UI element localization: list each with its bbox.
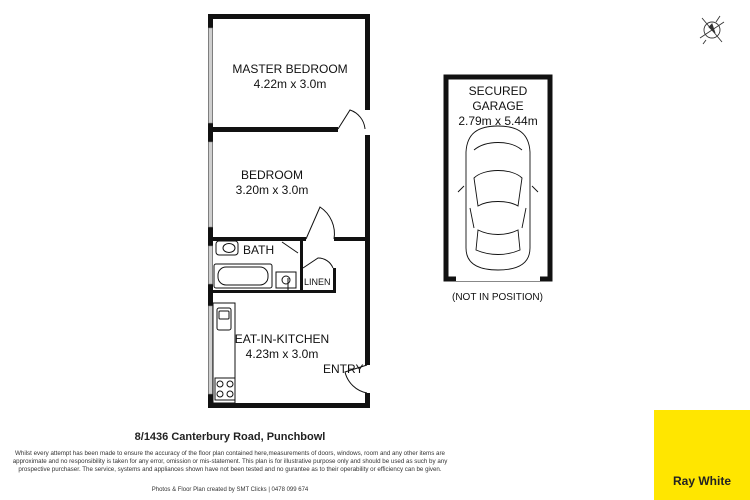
master-bedroom-name: MASTER BEDROOM — [232, 62, 348, 76]
east-wall-middle — [365, 135, 370, 365]
linen-name: LINEN — [304, 277, 331, 287]
garage-name-line1: SECURED — [468, 84, 528, 98]
garage-label — [449, 84, 547, 129]
bedroom-hall-wall — [334, 237, 370, 241]
linen-south-wall — [300, 290, 336, 293]
east-wall-lower — [365, 393, 370, 408]
bedroom-label — [212, 168, 332, 198]
kitchen-window — [209, 306, 213, 394]
brand-logo — [654, 410, 750, 500]
garage-name-line2: GARAGE — [472, 99, 524, 113]
kitchen-name: EAT-IN-KITCHEN — [234, 332, 330, 346]
car-icon — [458, 126, 538, 270]
bedroom-name: BEDROOM — [240, 168, 303, 182]
bath-door — [282, 242, 298, 253]
credits-text: Photos & Floor Plan created by SMT Clicks | 0478 099 674 — [151, 487, 309, 493]
brand-name: Ray White — [672, 474, 731, 488]
bath-name: BATH — [243, 243, 275, 257]
bedroom-door — [306, 207, 334, 239]
kitchen-dims: 4.23m x 3.0m — [245, 347, 319, 361]
bath-window — [209, 246, 213, 284]
bath-kitchen-wall — [208, 290, 302, 293]
south-wall — [208, 403, 370, 408]
linen-door — [303, 258, 333, 268]
property-address: 8/1436 Canterbury Road, Punchbowl — [134, 431, 326, 443]
compass-icon — [700, 16, 724, 44]
garage-dims: 2.79m x 5.44m — [458, 114, 538, 128]
linen-east-wall — [333, 268, 336, 293]
garage-note: (NOT IN POSITION) — [452, 292, 543, 303]
north-wall — [208, 14, 370, 19]
master-bedroom-label — [211, 62, 369, 92]
master-door — [338, 110, 365, 129]
linen-west-wall — [300, 270, 303, 293]
master-bedroom-wall — [208, 127, 338, 132]
bedroom-bath-wall — [208, 237, 306, 241]
entry-name: ENTRY — [323, 362, 364, 376]
master-bedroom-dims: 4.22m x 3.0m — [253, 77, 327, 91]
kitchen-label — [222, 332, 342, 362]
bedroom-dims: 3.20m x 3.0m — [235, 183, 309, 197]
disclaimer-text: Whilst every attempt has been made to ensure the accuracy of the floor plan contained here,measurements of doors, windows, room and any other items are approximate and no responsibility is taken for any error, omission or mis-statement. This plan is for illustrative purpose only and should be used as such by any prospective purchaser. The service, systems and appliances shown have not been tested and no gurantee as to their operability or efficiency can be given. — [12, 450, 448, 473]
